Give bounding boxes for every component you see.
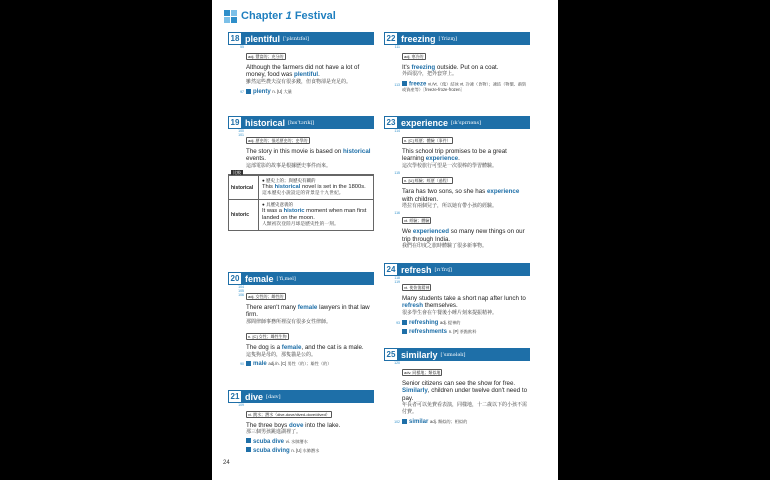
entry-experience <box>384 116 530 250</box>
entry-similarly <box>384 348 530 426</box>
phonetic: [ɪkˈspɪrɪəns] <box>451 119 482 126</box>
headword: freezing [ˈfrizɪŋ] <box>398 32 530 45</box>
part-of-speech: vt. 使恢復精神 <box>404 285 430 290</box>
entry-historical <box>228 116 374 169</box>
entry-number: 21 <box>228 390 242 403</box>
example-zh: 雖然這些農夫沒有很多錢，但食物卻是充足的。 <box>246 78 352 85</box>
example-en: This school trip promises to be a great learning experience. <box>402 148 507 163</box>
example-en: There aren't many female lawyers in that law firm. <box>246 304 370 319</box>
headword: female [ˈfiˌmel] <box>242 272 374 285</box>
audio-ref: 118 119 <box>394 276 400 284</box>
related-word: scuba diving n. [U] 水肺潛水 <box>246 447 374 455</box>
audio-ref: 55 <box>240 45 244 49</box>
audio-ref: 100 101 <box>238 129 244 137</box>
entry-number: 24 <box>384 263 398 276</box>
part-of-speech: vt. 經驗；體驗 <box>404 218 430 224</box>
example-zh: 這隻狗是母的，那隻貓是公的。 <box>246 351 317 358</box>
bullet-square-icon <box>246 447 251 452</box>
part-of-speech: n. [U] 經驗；經歷（過程） <box>404 178 451 184</box>
bullet-square-icon <box>402 320 407 325</box>
related-word: 93 refreshing adj. 提神的 <box>396 320 461 327</box>
headword: refresh [rɪˈfrɛʃ] <box>398 263 530 276</box>
phonetic: [ˈfrizɪŋ] <box>438 35 458 42</box>
bullet-square-icon <box>246 438 251 443</box>
phonetic: [hɪsˈtɔrɪkl̩] <box>288 119 315 126</box>
headword: experience [ɪkˈspɪrɪəns] <box>398 116 530 129</box>
part-of-speech: n. [C] 女性；雌性生物 <box>248 334 287 340</box>
comparison-tag: 比較 <box>233 170 241 175</box>
audio-ref: 120 <box>394 361 400 365</box>
part-of-speech: adj. 女性的；雌性的 <box>248 294 284 299</box>
headword: historical [hɪsˈtɔrɪkl̩] <box>242 116 374 129</box>
related-word: 90 male adj./n. [C] 男性（的）；雄性（的） <box>240 361 332 368</box>
audio-ref: 111 <box>394 45 400 49</box>
entry-number: 25 <box>384 348 398 361</box>
phonetic: [rɪˈfrɛʃ] <box>434 266 452 273</box>
comparison-label: historical <box>229 176 259 199</box>
audio-ref: 104 105 106 <box>238 285 244 297</box>
chapter-title: Chapter 1 Festival <box>241 10 336 22</box>
phonetic: [ˈplɛntɪfəl] <box>283 35 309 42</box>
entry-plentiful <box>228 32 374 96</box>
comparison-box: 比較 historical ● 歷史上的；與歷史有關的 This historical novel is set in the 1800s. 這本歷史小說設定的背景是十九世紀。 historic ● 具歷史意義的 It was a historic moment when man first landed on the moon. 人類初次登陸月球是歷史性的一刻。 <box>228 174 374 231</box>
example-en: The dog is a female, and the cat is a male. <box>246 344 364 352</box>
entry-refresh <box>384 263 530 336</box>
phonetic: [ˈsɪmələlɪ] <box>440 351 466 358</box>
related-word: 113 freeze vi./vt.（使）結冰 vt. 冷凍（食物）；凍結（物價、薪資或資產等）［freeze-froze-frozen］ <box>394 81 527 93</box>
bullet-square-icon <box>246 361 251 366</box>
related-word: 102 similar adj. 類似的；相似的 <box>394 419 468 426</box>
example-zh: 年長者可以免費看表演，同樣地，十二歲以下的小孩不需付費。 <box>402 402 528 415</box>
example-en: It's freezing outside. Put on a coat. <box>402 64 499 71</box>
related-word: scuba dive vi. 水肺潛水 <box>246 438 374 446</box>
example-en: Although the farmers did not have a lot of money, food was plentiful. <box>246 64 360 79</box>
entry-header <box>384 348 530 361</box>
related-word: 97 plenty n. [U] 大量 <box>240 89 292 96</box>
entry-header <box>384 116 530 129</box>
entry-number: 22 <box>384 32 398 45</box>
example-zh: 這部電影的故事是根據歷史事件而來。 <box>246 162 332 169</box>
entry-header <box>384 263 530 276</box>
related-word: refreshments n. [P] 茶點飲料 <box>402 328 530 336</box>
entry-header <box>228 390 374 403</box>
chapter-header <box>224 6 336 26</box>
audio-ref: 109 <box>238 403 244 407</box>
entry-header <box>384 32 530 45</box>
audio-ref: 115 <box>394 171 400 176</box>
headword: plentiful [ˈplɛntɪfəl] <box>242 32 374 45</box>
entry-number: 19 <box>228 116 242 129</box>
bullet-square-icon <box>402 329 407 334</box>
example-zh: 我們在印度之旅時體驗了很多新事物。 <box>402 243 488 250</box>
part-of-speech: adv. 同樣地；類似地 <box>404 370 441 375</box>
example-zh: 很多學生會在午餐後小睡片刻來提振精神。 <box>402 309 498 316</box>
example-en: The story in this movie is based on historical events. <box>246 148 371 163</box>
entry-female <box>228 272 374 368</box>
example-zh: 這次學校旅行可望是一次很棒的學習體驗。 <box>402 162 498 169</box>
chapter-logo-icon <box>224 10 237 23</box>
headword: similarly [ˈsɪmələlɪ] <box>398 348 530 361</box>
entry-header <box>228 116 374 129</box>
entry-header <box>228 32 374 45</box>
entry-number: 18 <box>228 32 242 45</box>
part-of-speech: adj. 豐富的；充分的 <box>248 54 284 59</box>
entry-header <box>228 272 374 285</box>
bullet-square-icon <box>402 81 407 86</box>
page-number: 24 <box>223 460 230 466</box>
example-zh: 那間律師事務所裡沒有很多女性律師。 <box>246 318 332 325</box>
example-en: Tara has two sons, so she has experience with children. <box>402 188 520 203</box>
bullet-square-icon <box>246 89 251 94</box>
example-zh: 外面很冷，把外套穿上。 <box>402 71 458 78</box>
example-en: We experienced so many new things on our trip through India. <box>402 228 525 243</box>
audio-ref: 114 <box>394 129 400 133</box>
dictionary-page <box>212 0 558 480</box>
entry-dive <box>228 390 374 455</box>
part-of-speech: adj. 寒冷的 <box>404 54 424 59</box>
entry-number: 23 <box>384 116 398 129</box>
part-of-speech: vi. 跳水；潛水（dive-dove/dived-dove/dived） <box>248 412 330 417</box>
part-of-speech: adj. 歷史的；描述歷史的；史學的 <box>248 138 308 143</box>
bullet-square-icon <box>402 419 407 424</box>
headword: dive [daɪv] <box>242 390 374 403</box>
example-en: Senior citizens can see the show for free. Similarly, children under twelve don't need to pay. <box>402 380 528 402</box>
phonetic: [ˈfiˌmel] <box>276 275 296 282</box>
example-zh: 那三個男孩跳進湖裡了。 <box>246 429 302 436</box>
example-en: Many students take a short nap after lunch to refresh themselves. <box>402 295 526 310</box>
example-zh: 塔拉有兩個兒子，所以她有帶小孩的經驗。 <box>402 203 498 210</box>
audio-ref: 116 <box>394 211 400 216</box>
example-en: The three boys dove into the lake. <box>246 422 341 429</box>
part-of-speech: n. [C] 經歷；體驗（事件） <box>404 138 451 143</box>
comparison-label: historic <box>229 200 259 230</box>
entry-number: 20 <box>228 272 242 285</box>
entry-freezing <box>384 32 530 93</box>
phonetic: [daɪv] <box>266 393 281 400</box>
